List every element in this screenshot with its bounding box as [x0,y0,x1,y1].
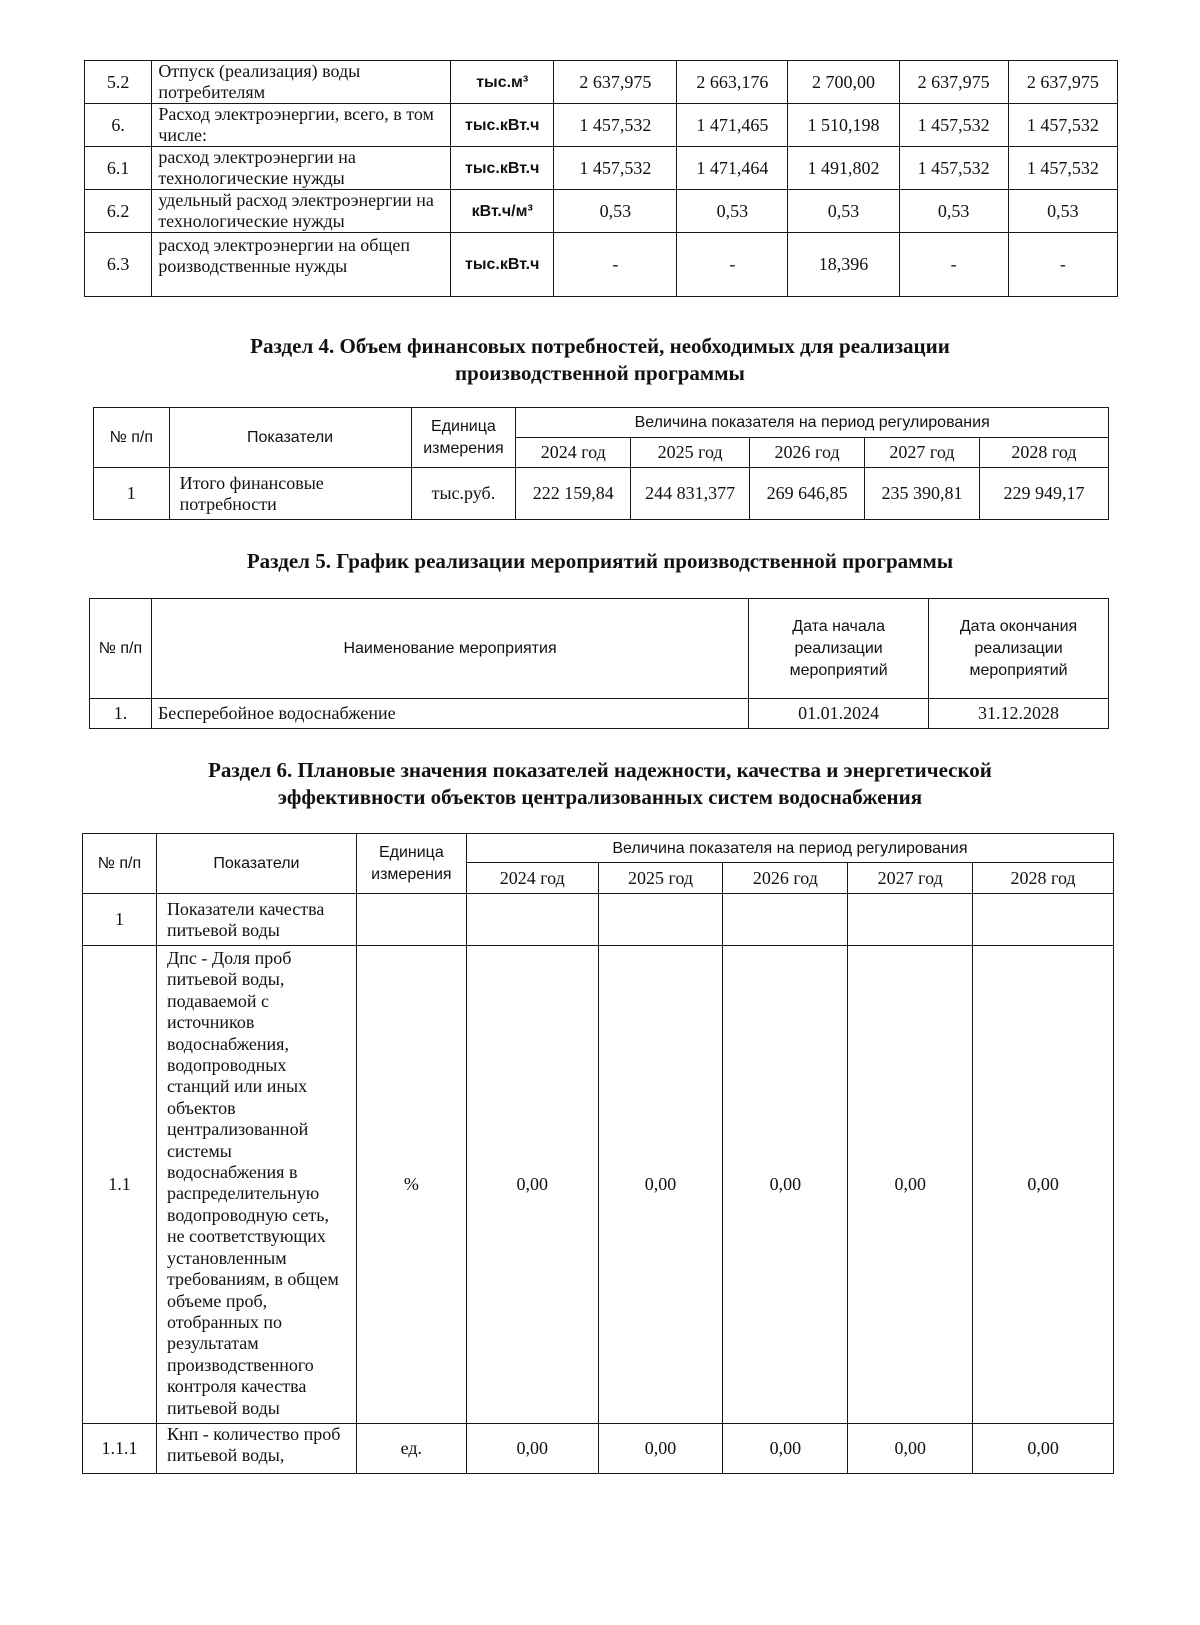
row-value-3: 0,00 [723,1424,848,1474]
schedule-table [89,598,1109,729]
col-header-period: Величина показателя на период регулирования [516,408,1109,438]
col-header-number: № п/п [94,408,170,468]
row-value-2: 2 663,176 [677,61,788,104]
row-value-2: 0,53 [677,190,788,233]
empty-cell [848,894,973,946]
table-row [85,61,1118,104]
row-value-2: 244 831,377 [631,468,750,520]
table-row [94,468,1109,520]
row-unit: тыс.м³ [451,61,554,104]
row-value-2: 1 471,465 [677,104,788,147]
section6-title-line1: Раздел 6. Плановые значения показателей надежности, качества и энергетической [208,758,992,782]
empty-cell [973,894,1114,946]
section4-title-line2: производственной программы [455,361,745,385]
section5-title-text: Раздел 5. График реализации мероприятий производственной программы [246,549,954,573]
col-header-indicator: Показатели [169,408,411,468]
row-unit: кВт.ч/м³ [451,190,554,233]
col-header-unit: Единица измерения [411,408,516,468]
row-value-4: 1 457,532 [899,104,1008,147]
row-value-4: 2 637,975 [899,61,1008,104]
row-number: 5.2 [85,61,152,104]
row-value-3: 0,53 [788,190,899,233]
event-number: 1. [90,699,152,729]
row-value-4: 0,00 [848,1424,973,1474]
row-indicator-name: удельный расход электроэнергии на технологические нужды [152,190,451,233]
row-value-3: 1 491,802 [788,147,899,190]
row-number: 1 [83,894,157,946]
row-number: 1.1.1 [83,1424,157,1474]
table-row [85,233,1118,297]
row-number: 1 [94,468,170,520]
row-value-5: 0,00 [973,1424,1114,1474]
row-unit: тыс.кВт.ч [451,104,554,147]
year-header: 2024 год [516,438,631,468]
row-value-1: 0,00 [466,1424,598,1474]
row-value-5: - [1008,233,1117,297]
col-header-indicator: Показатели [156,834,356,894]
row-number: 6.1 [85,147,152,190]
row-value-5: 1 457,532 [1008,147,1117,190]
col-header-period: Величина показателя на период регулирования [466,834,1113,863]
financial-needs-table [93,407,1109,520]
row-value-2: - [677,233,788,297]
row-value-4: 235 390,81 [865,468,980,520]
empty-cell [723,894,848,946]
row-value-5: 0,00 [973,946,1114,1424]
section6-title [0,757,1200,811]
row-indicator-name: Кнп - количество проб питьевой воды, [156,1424,356,1474]
row-value-1: 1 457,532 [554,147,677,190]
col-header-event-name: Наименование мероприятия [151,599,748,699]
table-row [83,1424,1114,1474]
year-header: 2025 год [631,438,750,468]
row-value-3: 269 646,85 [750,468,865,520]
section6-title-line2: эффективности объектов централизованных систем водоснабжения [277,785,923,809]
row-value-1: 222 159,84 [516,468,631,520]
row-value-2: 0,00 [598,1424,723,1474]
section4-title [0,333,1200,387]
row-unit: % [356,946,466,1424]
row-number: 6.2 [85,190,152,233]
reliability-indicators-table [82,833,1114,1474]
table-row [85,147,1118,190]
year-header: 2028 год [973,863,1114,894]
row-indicator-name: Итого финансовые потребности [169,468,411,520]
col-header-number: № п/п [90,599,152,699]
row-unit: тыс.руб. [411,468,516,520]
row-value-3: 2 700,00 [788,61,899,104]
row-value-4: - [899,233,1008,297]
row-indicator-name: Показатели качества питьевой воды [156,894,356,946]
production-indicators-table [84,60,1118,297]
row-value-1: 2 637,975 [554,61,677,104]
row-value-5: 229 949,17 [979,468,1108,520]
section5-title [0,548,1200,575]
row-value-5: 1 457,532 [1008,104,1117,147]
row-value-1: 0,00 [466,946,598,1424]
table-row [83,946,1114,1424]
row-number: 6.3 [85,233,152,297]
row-indicator-name: расход электроэнергии на технологические нужды [152,147,451,190]
row-value-2: 0,00 [598,946,723,1424]
year-header: 2027 год [865,438,980,468]
row-indicator-name: Отпуск (реализация) воды потребителям [152,61,451,104]
row-value-1: 0,53 [554,190,677,233]
row-unit: тыс.кВт.ч [451,147,554,190]
row-value-2: 1 471,464 [677,147,788,190]
row-value-5: 0,53 [1008,190,1117,233]
col-header-number: № п/п [83,834,157,894]
table-row [85,104,1118,147]
table-row [85,190,1118,233]
empty-cell [466,894,598,946]
year-header: 2025 год [598,863,723,894]
row-value-1: - [554,233,677,297]
event-name: Бесперебойное водоснабжение [151,699,748,729]
row-number: 1.1 [83,946,157,1424]
empty-cell [356,894,466,946]
year-header: 2028 год [979,438,1108,468]
row-value-3: 18,396 [788,233,899,297]
event-start-date: 01.01.2024 [749,699,929,729]
col-header-unit: Единица измерения [356,834,466,894]
row-unit: тыс.кВт.ч [451,233,554,297]
row-indicator-name: Дпс - Доля проб питьевой воды, подаваемой с источников водоснабжения, водопроводных станций или иных объектов централизованной системы водоснабжения в распределительную водопроводную сеть, не соответствующих установленным требованиям, в общем объеме проб, отобранных по результатам производственного контроля качества питьевой воды [156,946,356,1424]
year-header: 2024 год [466,863,598,894]
year-header: 2026 год [750,438,865,468]
year-header: 2026 год [723,863,848,894]
row-value-1: 1 457,532 [554,104,677,147]
empty-cell [598,894,723,946]
row-value-4: 0,53 [899,190,1008,233]
row-unit: ед. [356,1424,466,1474]
row-number: 6. [85,104,152,147]
row-value-4: 1 457,532 [899,147,1008,190]
row-indicator-name: Расход электроэнергии, всего, в том числе: [152,104,451,147]
event-end-date: 31.12.2028 [929,699,1109,729]
row-value-3: 1 510,198 [788,104,899,147]
row-value-4: 0,00 [848,946,973,1424]
col-header-start-date: Дата начала реализации мероприятий [749,599,929,699]
col-header-end-date: Дата окончания реализации мероприятий [929,599,1109,699]
row-indicator-name: расход электроэнергии на общеп роизводственные нужды [152,233,451,297]
year-header: 2027 год [848,863,973,894]
row-value-5: 2 637,975 [1008,61,1117,104]
row-value-3: 0,00 [723,946,848,1424]
section4-title-line1: Раздел 4. Объем финансовых потребностей, необходимых для реализации [250,334,950,358]
